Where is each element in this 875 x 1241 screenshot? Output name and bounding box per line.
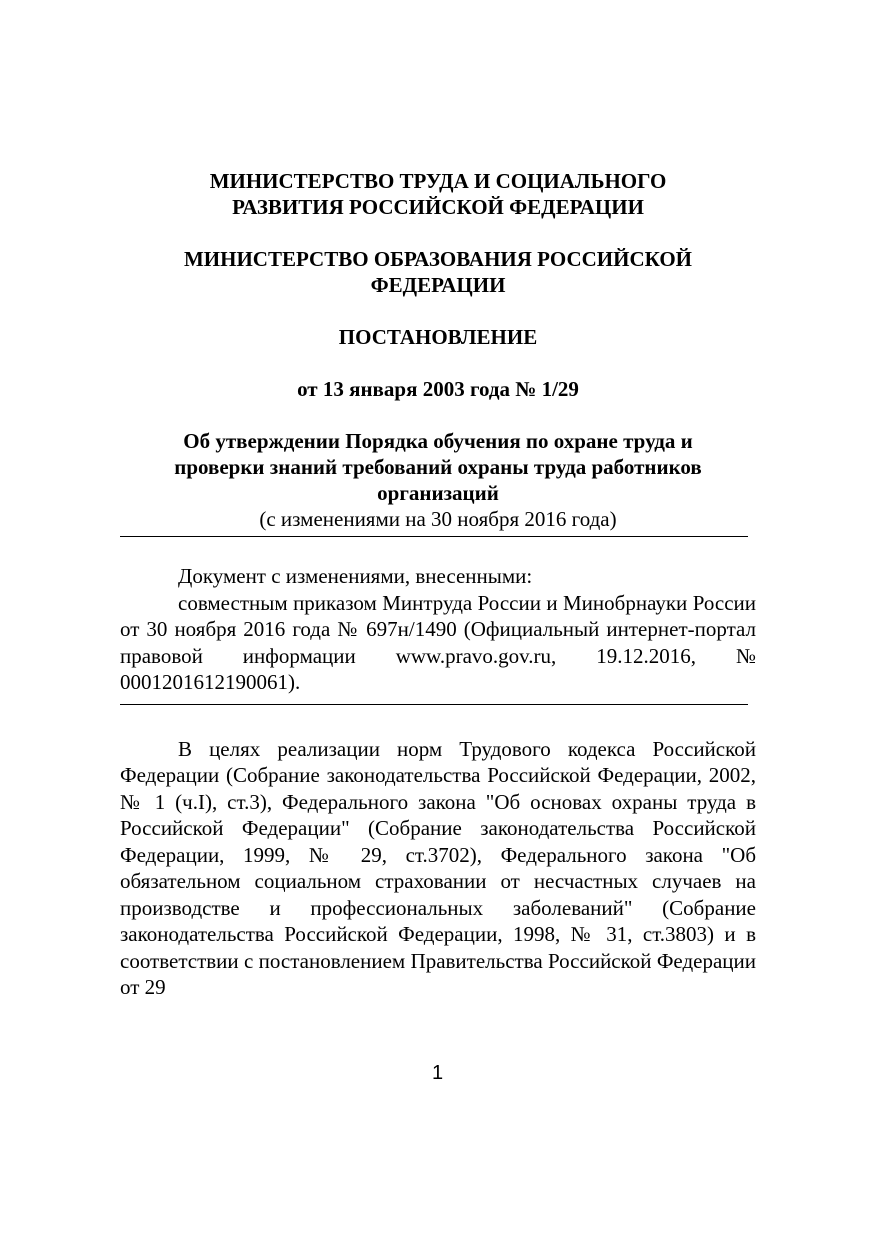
revision-note: (с изменениями на 30 ноября 2016 года)	[259, 507, 617, 531]
title-line-2: проверки знаний требований охраны труда работников	[174, 455, 702, 479]
separator-line	[120, 704, 748, 705]
ministry-labor-heading-line2: РАЗВИТИЯ РОССИЙСКОЙ ФЕДЕРАЦИИ	[232, 195, 644, 219]
changes-intro: Документ с изменениями, внесенными:	[178, 564, 533, 588]
body-paragraph: В целях реализации норм Трудового кодекса Российской Федерации (Собрание законодательства Российской Федерации, 2002, № 1 (ч.I), ст.3), Федерального закона "Об основах охраны труда в Российской Федерации" (Собрание законодательства Российской Федерации, 1999, № 29, ст.3702), Федерального закона "Об обязательном социальном страховании от несчастных случаев на производстве и профессиональных заболеваний" (Собрание законодательства Российской Федерации, 1998, № 31, ст.3803) и в соответствии с постановлением Правительства Российской Федерации от 29	[120, 736, 756, 999]
document-title	[120, 428, 756, 532]
title-line-1: Об утверждении Порядка обучения по охране труда и	[183, 429, 693, 453]
body-text	[120, 736, 756, 1001]
document-type: ПОСТАНОВЛЕНИЕ	[338, 325, 538, 349]
document-page	[120, 168, 756, 1001]
separator-line	[120, 536, 748, 537]
ministry-labor-heading-line1: МИНИСТЕРСТВО ТРУДА И СОЦИАЛЬНОГО	[209, 169, 667, 193]
page-number: 1	[431, 1062, 444, 1084]
ministry-education-heading-line2: ФЕДЕРАЦИИ	[370, 273, 506, 297]
document-date-number: от 13 января 2003 года № 1/29	[297, 377, 579, 401]
title-line-3: организаций	[377, 481, 499, 505]
ministry-education-heading-line1: МИНИСТЕРСТВО ОБРАЗОВАНИЯ РОССИЙСКОЙ	[183, 247, 693, 271]
changes-text: совместным приказом Минтруда России и Минобрнауки России от 30 ноября 2016 года № 697н/1490 (Официальный интернет-портал правовой информации www.pravo.gov.ru, 19.12.2016, № 0001201612190061).	[120, 590, 756, 694]
changes-note	[120, 563, 756, 696]
